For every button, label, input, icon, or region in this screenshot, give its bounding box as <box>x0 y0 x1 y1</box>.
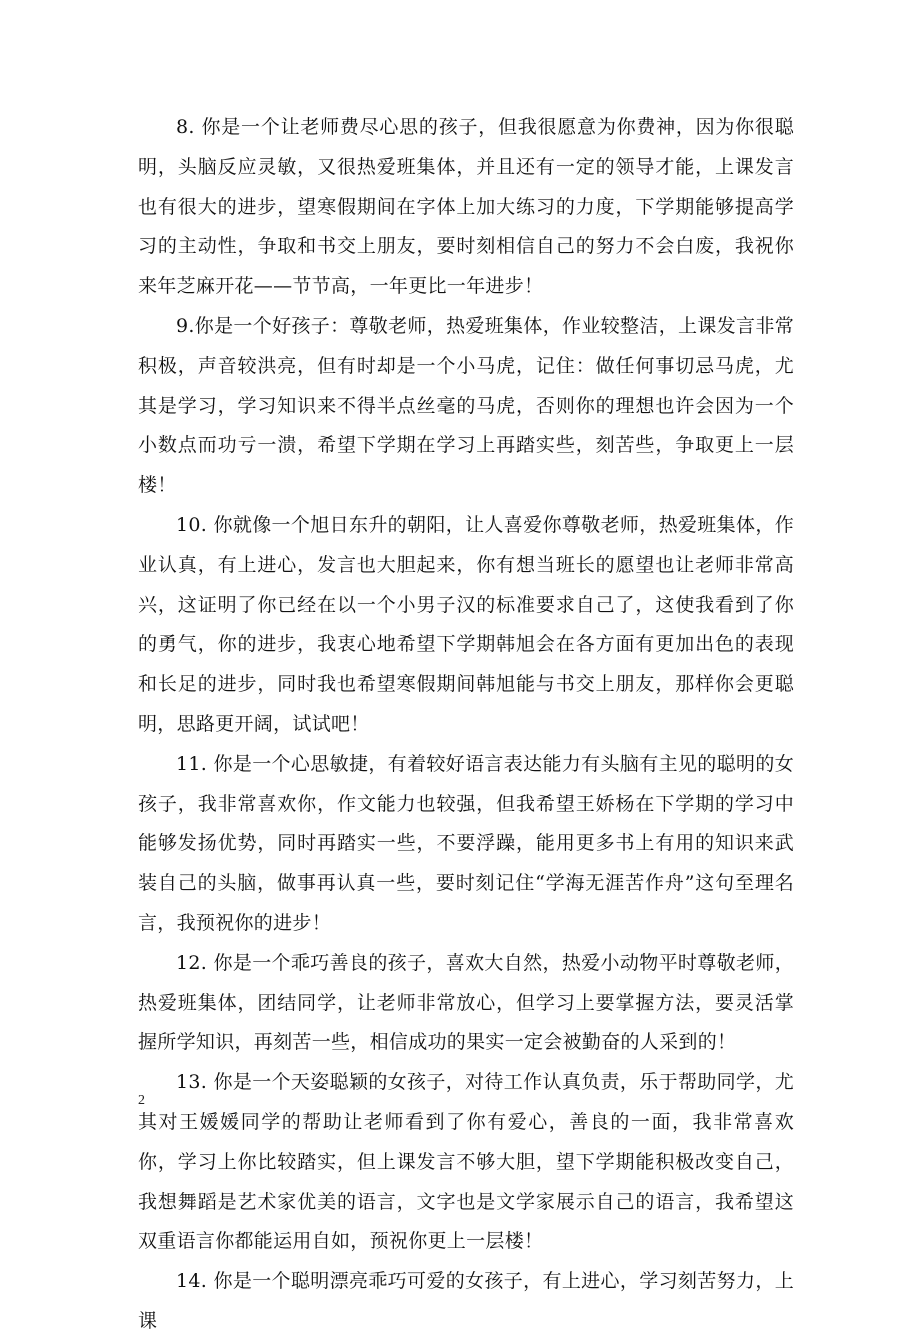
comment-paragraph-11: 11. 你是一个心思敏捷，有着较好语言表达能力有头脑有主见的聪明的女孩子，我非常喜欢你，作文能力也较强，但我希望王娇杨在下学期的学习中能够发扬优势，同时再踏实一些，不要浮躁，能用更多书上有用的知识来武装自己的头脑，做事再认真一些，要时刻记住“学海无涯苦作舟”这句至理名言，我预祝你的进步！ <box>138 752 794 934</box>
comment-paragraph-10: 10. 你就像一个旭日东升的朝阳，让人喜爱你尊敬老师，热爱班集体，作业认真，有上进心，发言也大胆起来，你有想当班长的愿望也让老师非常高兴，这证明了你已经在以一个小男子汉的标准要求自己了，这使我看到了你的勇气，你的进步，我衷心地希望下学期韩旭会在各方面有更加出色的表现和长足的进步，同时我也希望寒假期间韩旭能与书交上朋友，那样你会更聪明，思路更开阔，试试吧！ <box>138 513 794 735</box>
comment-paragraph-12: 12. 你是一个乖巧善良的孩子，喜欢大自然，热爱小动物平时尊敬老师，热爱班集体，团结同学，让老师非常放心，但学习上要掌握方法，要灵活掌握所学知识，再刻苦一些，相信成功的果实一定会被勤奋的人采到的！ <box>138 951 794 1054</box>
comment-paragraph-8: 8. 你是一个让老师费尽心思的孩子，但我很愿意为你费神，因为你很聪明，头脑反应灵敏，又很热爱班集体，并且还有一定的领导才能，上课发言也有很大的进步，望寒假期间在字体上加大练习的力度，下学期能够提高学习的主动性，争取和书交上朋友，要时刻相信自己的努力不会白废，我祝你来年芝麻开花——节节高，一年更比一年进步！ <box>138 116 794 298</box>
comment-paragraph-14: 14. 你是一个聪明漂亮乖巧可爱的女孩子，有上进心，学习刻苦努力，上课 <box>138 1270 794 1332</box>
comment-paragraph-9: 9.你是一个好孩子：尊敬老师，热爱班集体，作业较整洁，上课发言非常积极，声音较洪亮，但有时却是一个小马虎，记住：做任何事切忌马虎，尤其是学习，学习知识来不得半点丝毫的马虎，否则你的理想也许会因为一个小数点而功亏一溃，希望下学期在学习上再踏实些，刻苦些，争取更上一层楼！ <box>138 314 794 497</box>
page-number: 2 <box>138 1093 145 1108</box>
document-body <box>138 108 794 1342</box>
comment-paragraph-13: 13. 你是一个天姿聪颖的女孩子，对待工作认真负责，乐于帮助同学，尤其对王媛媛同学的帮助让老师看到了你有爱心，善良的一面，我非常喜欢你，学习上你比较踏实，但上课发言不够大胆，望下学期能积极改变自己，我想舞蹈是艺术家优美的语言，文字也是文学家展示自己的语言，我希望这双重语言你都能运用自如，预祝你更上一层楼！ <box>138 1071 794 1253</box>
